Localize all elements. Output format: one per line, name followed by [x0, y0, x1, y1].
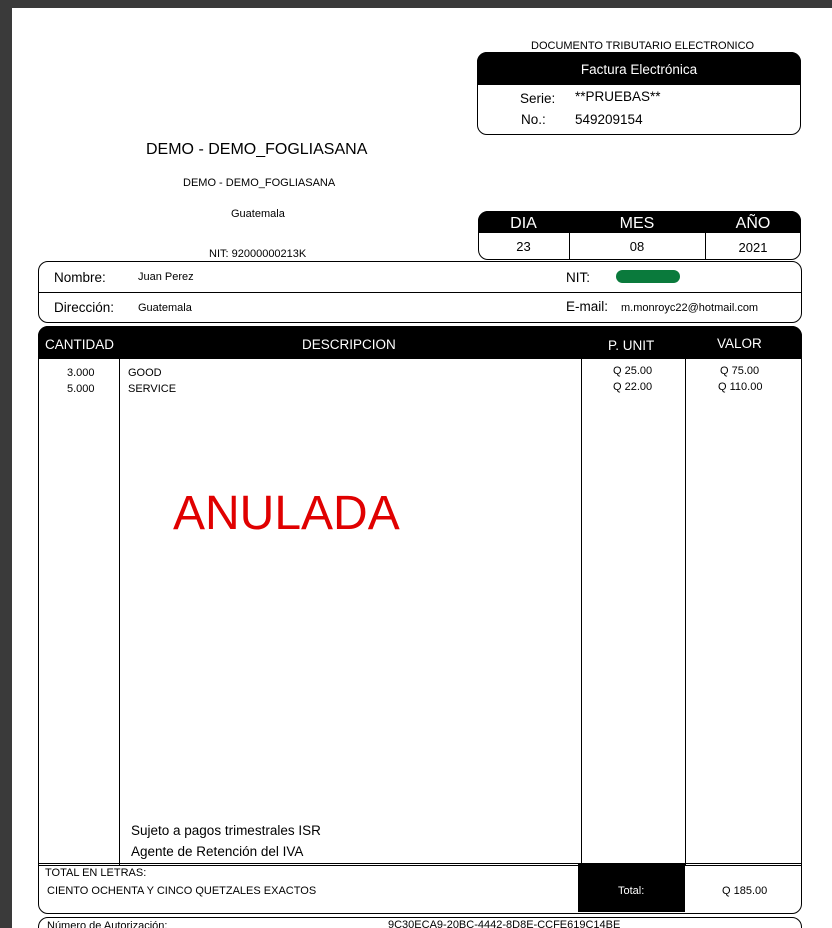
item-row-2-qty: 5.000: [67, 383, 95, 395]
total-value: Q 185.00: [722, 885, 768, 897]
note-iva: Agente de Retención del IVA: [131, 844, 304, 859]
item-row-1-qty: 3.000: [67, 367, 95, 379]
no-value: 549209154: [575, 112, 643, 127]
month-value: 08: [629, 239, 645, 254]
customer-name: Juan Perez: [138, 271, 194, 283]
item-row-1-desc: GOOD: [128, 367, 162, 379]
invoice-page: [12, 8, 832, 928]
authorization-label: Número de Autorización:: [47, 920, 168, 928]
nit-redaction: [616, 270, 680, 283]
no-label: No.:: [521, 112, 546, 127]
letters-label: TOTAL EN LETRAS:: [45, 867, 147, 879]
item-row-1-value: Q 75.00: [720, 365, 760, 377]
issuer-city: Guatemala: [231, 208, 285, 220]
issuer-nit: NIT: 92000000213K: [209, 248, 307, 260]
note-isr: Sujeto a pagos trimestrales ISR: [131, 823, 321, 838]
item-row-1-unit: Q 25.00: [613, 365, 653, 377]
email-label: E-mail:: [566, 299, 609, 314]
dte-doc-type: Factura Electrónica: [580, 62, 698, 77]
void-stamp: ANULADA: [173, 487, 400, 540]
year-value: 2021: [738, 240, 768, 255]
dte-heading: DOCUMENTO TRIBUTARIO ELECTRONICO: [531, 40, 755, 52]
serie-value: **PRUEBAS**: [575, 89, 661, 104]
header-desc: DESCRIPCION: [302, 337, 396, 352]
month-label: MES: [619, 215, 655, 232]
day-label: DIA: [510, 215, 537, 232]
issuer-name: DEMO - DEMO_FOGLIASANA: [146, 141, 368, 158]
customer-address: Guatemala: [138, 302, 192, 314]
items-box: [38, 326, 802, 866]
customer-nit-label: NIT:: [566, 270, 591, 285]
customer-email: m.monroyc22@hotmail.com: [621, 302, 759, 314]
items-header-bar: [38, 326, 802, 359]
issuer-name-small: DEMO - DEMO_FOGLIASANA: [183, 177, 336, 189]
year-label: AÑO: [735, 215, 771, 232]
total-label: Total:: [618, 885, 645, 897]
address-label: Dirección:: [54, 300, 115, 315]
header-value: VALOR: [717, 336, 762, 351]
letters-value: CIENTO OCHENTA Y CINCO QUETZALES EXACTOS: [47, 885, 317, 897]
item-row-2-desc: SERVICE: [128, 383, 177, 395]
item-row-2-unit: Q 22.00: [613, 381, 653, 393]
day-value: 23: [516, 239, 531, 254]
name-label: Nombre:: [54, 270, 106, 285]
authorization-value: 9C30ECA9-20BC-4442-8D8E-CCFE619C14BE: [388, 919, 621, 928]
item-row-2-value: Q 110.00: [718, 381, 763, 393]
header-unit: P. UNIT: [608, 338, 655, 353]
serie-label: Serie:: [520, 91, 556, 106]
header-qty: CANTIDAD: [45, 337, 115, 352]
